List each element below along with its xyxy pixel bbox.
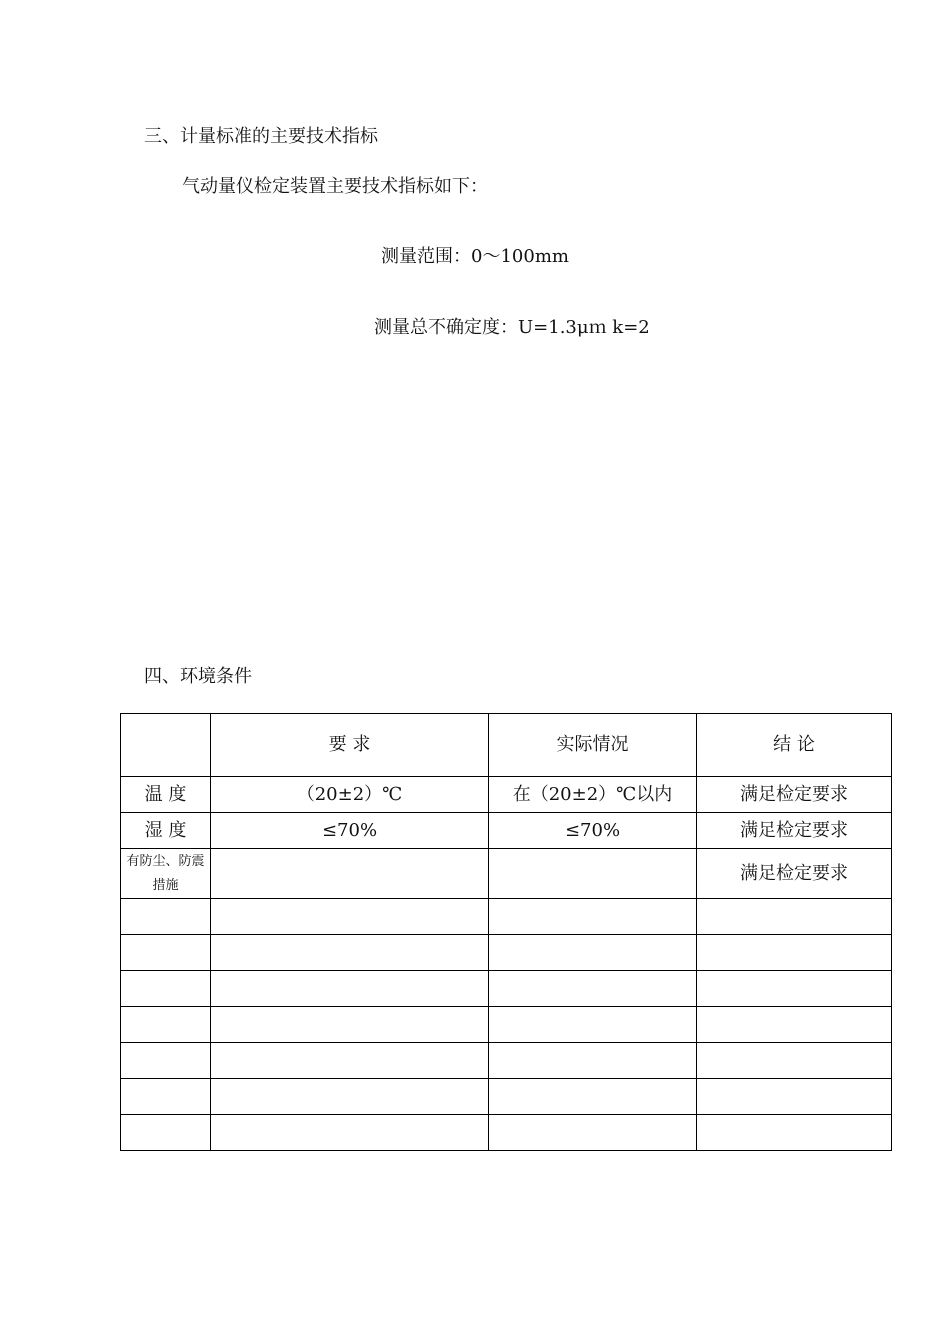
table-cell: [121, 1079, 211, 1115]
table-cell: [121, 1007, 211, 1043]
table-cell: 满足检定要求: [697, 777, 892, 813]
table-cell: [211, 1043, 489, 1079]
table-cell: [489, 935, 697, 971]
table-cell: [211, 1115, 489, 1151]
table-cell: [697, 1043, 892, 1079]
table-cell: ≤70%: [489, 813, 697, 849]
table-cell: [121, 1043, 211, 1079]
table-cell: [121, 971, 211, 1007]
table-cell: 温 度: [121, 777, 211, 813]
table-row: [121, 899, 892, 935]
table-header-row: [121, 714, 892, 777]
header-cell-actual: 实际情况: [489, 714, 697, 777]
table-cell: [211, 971, 489, 1007]
table-cell: 在（20±2）℃以内: [489, 777, 697, 813]
header-cell-item: [121, 714, 211, 777]
header-cell-conclusion: 结 论: [697, 714, 892, 777]
table-cell: [697, 935, 892, 971]
table-cell: [489, 971, 697, 1007]
table-row: [121, 1115, 892, 1151]
table-cell: ≤70%: [211, 813, 489, 849]
table-row: [121, 935, 892, 971]
table-cell: 有防尘、防震措施: [121, 849, 211, 899]
section-4-heading: 四、环境条件: [144, 666, 252, 687]
table-cell: [211, 849, 489, 899]
table-cell: [489, 1007, 697, 1043]
table-cell: [121, 1115, 211, 1151]
table-cell: [697, 1079, 892, 1115]
table-cell: [211, 935, 489, 971]
table-cell: 湿 度: [121, 813, 211, 849]
table-cell: 满足检定要求: [697, 849, 892, 899]
table-cell: [697, 899, 892, 935]
table-cell: [121, 899, 211, 935]
measurement-uncertainty: 测量总不确定度：U=1.3μｍ k=2: [374, 317, 650, 338]
table-row: [121, 849, 892, 899]
table-cell: [489, 1043, 697, 1079]
table-cell: [489, 849, 697, 899]
section-3-intro: 气动量仪检定装置主要技术指标如下：: [182, 176, 488, 197]
table-cell: [489, 1079, 697, 1115]
table-row: [121, 971, 892, 1007]
table-cell: [489, 899, 697, 935]
table-cell: 满足检定要求: [697, 813, 892, 849]
environment-conditions-table: [120, 713, 892, 1151]
table-row: [121, 777, 892, 813]
header-cell-requirement: 要 求: [211, 714, 489, 777]
table-cell: [489, 1115, 697, 1151]
table-row: [121, 813, 892, 849]
table-row: [121, 1043, 892, 1079]
section-3-heading: 三、计量标准的主要技术指标: [144, 126, 378, 147]
table-row: [121, 1007, 892, 1043]
measurement-range: 测量范围：0～100mm: [381, 246, 569, 267]
table-cell: （20±2）℃: [211, 777, 489, 813]
table-cell: [211, 1007, 489, 1043]
table-cell: [211, 899, 489, 935]
table-cell: [697, 1007, 892, 1043]
table-cell: [697, 971, 892, 1007]
table-cell: [121, 935, 211, 971]
table-cell: [697, 1115, 892, 1151]
table-row: [121, 1079, 892, 1115]
table-cell: [211, 1079, 489, 1115]
